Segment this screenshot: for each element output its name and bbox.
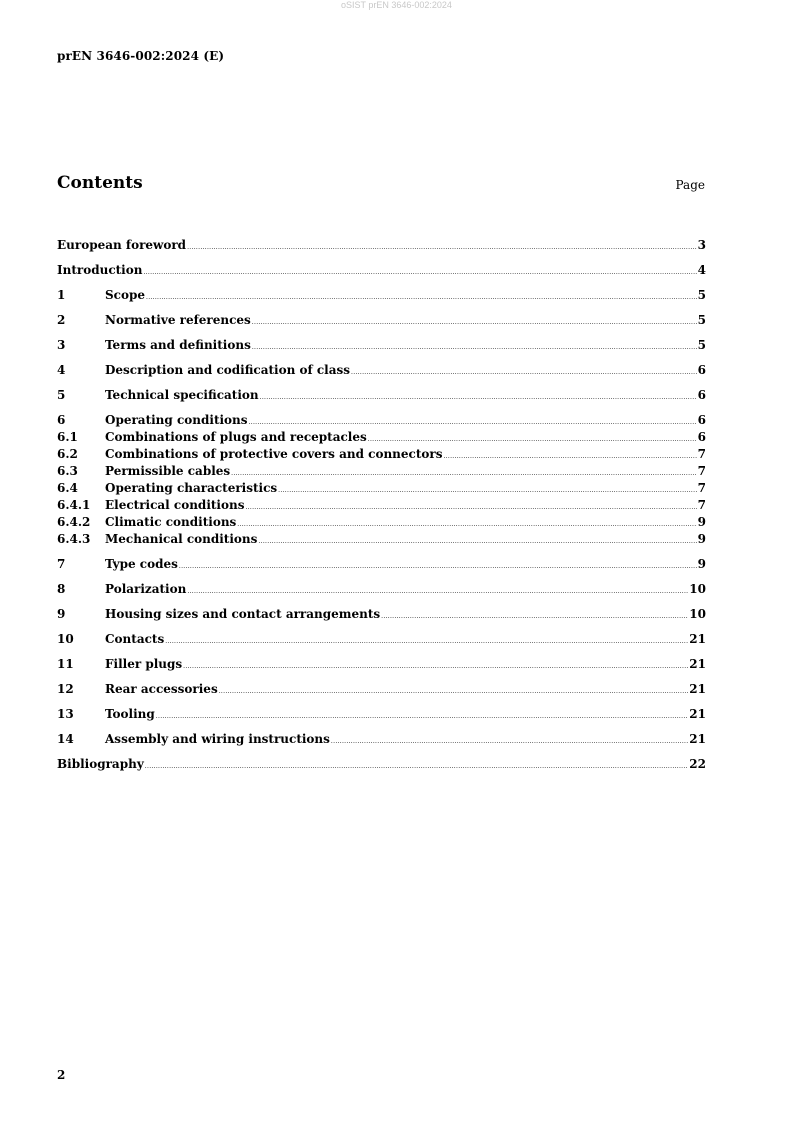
toc-leader-dots [278,482,696,499]
toc-entry-number: 8 [57,582,66,596]
toc-entry-number: 12 [57,682,74,696]
toc-entry[interactable] [57,387,706,404]
toc-entry[interactable] [57,631,706,648]
toc-entry[interactable] [57,606,706,623]
toc-leader-dots [258,533,696,550]
toc-entry[interactable] [57,514,706,531]
toc-entry-page: 5 [697,338,706,352]
toc-entry-page: 21 [689,657,706,671]
toc-entry[interactable] [57,262,706,279]
toc-entry[interactable] [57,463,706,480]
toc-entry-title: Type codes [105,557,178,571]
toc-entry-page: 21 [689,732,706,746]
toc-entry-number: 11 [57,657,74,671]
toc-leader-dots [252,314,697,331]
toc-entry-page: 9 [697,515,706,529]
toc-entry-number: 13 [57,707,74,721]
toc-entry-number: 6.3 [57,464,78,478]
toc-entry[interactable] [57,706,706,723]
toc-entry-title: Permissible cables [105,464,231,478]
table-of-contents [57,237,706,773]
toc-entry-number: 3 [57,338,66,352]
toc-entry-title: Contacts [105,632,165,646]
toc-entry-page: 7 [697,464,706,478]
toc-entry-page: 21 [689,682,706,696]
toc-entry-number: 6.4.3 [57,532,91,546]
toc-entry[interactable] [57,412,706,429]
toc-leader-dots [219,683,689,700]
toc-entry[interactable] [57,287,706,304]
toc-entry-title: Bibliography [57,757,144,771]
toc-entry-title: Terms and definitions [105,338,251,352]
toc-entry-title: Normative references [105,313,251,327]
toc-entry-title: Rear accessories [105,682,218,696]
toc-entry-number: 6.4.2 [57,515,91,529]
toc-entry-number: 6.4 [57,481,78,495]
toc-entry-title: Polarization [105,582,187,596]
toc-entry-number: 6.2 [57,447,78,461]
toc-entry[interactable] [57,480,706,497]
toc-entry-number: 9 [57,607,66,621]
toc-entry[interactable] [57,312,706,329]
toc-leader-dots [183,658,688,675]
toc-entry-title: Tooling [105,707,155,721]
toc-leader-dots [331,733,688,750]
toc-entry-page: 6 [697,363,706,377]
toc-leader-dots [146,289,697,306]
toc-entry-number: 7 [57,557,66,571]
toc-entry-page: 6 [697,388,706,402]
toc-entry-title: Operating characteristics [105,481,278,495]
toc-leader-dots [381,608,688,625]
toc-leader-dots [156,708,689,725]
toc-entry[interactable] [57,446,706,463]
toc-leader-dots [252,339,697,356]
toc-entry-title: Operating conditions [105,413,248,427]
toc-entry-page: 21 [689,707,706,721]
toc-entry-title: Introduction [57,263,143,277]
toc-leader-dots [237,516,696,533]
toc-leader-dots [260,389,697,406]
toc-entry[interactable] [57,731,706,748]
toc-entry[interactable] [57,531,706,548]
toc-entry-page: 5 [697,313,706,327]
toc-entry-page: 22 [689,757,706,771]
toc-entry-number: 1 [57,288,66,302]
contents-title: Contents [57,173,143,193]
toc-entry-page: 9 [697,557,706,571]
toc-entry[interactable] [57,337,706,354]
toc-entry-title: Combinations of plugs and receptacles [105,430,367,444]
toc-entry-title: Description and codification of class [105,363,351,377]
toc-entry-title: Filler plugs [105,657,183,671]
toc-entry[interactable] [57,556,706,573]
toc-entry-page: 5 [697,288,706,302]
toc-entry-number: 5 [57,388,66,402]
toc-entry[interactable] [57,237,706,254]
toc-entry-page: 6 [697,430,706,444]
toc-leader-dots [231,465,696,482]
toc-entry[interactable] [57,656,706,673]
toc-leader-dots [443,448,696,465]
toc-entry-page: 7 [697,498,706,512]
toc-entry-title: Climatic conditions [105,515,237,529]
toc-entry-page: 7 [697,447,706,461]
toc-leader-dots [179,558,697,575]
toc-entry[interactable] [57,362,706,379]
toc-entry-number: 6.4.1 [57,498,91,512]
toc-entry-page: 4 [697,263,706,277]
watermark: oSIST prEN 3646-002:2024 [341,0,452,10]
toc-entry-page: 21 [689,632,706,646]
toc-entry-page: 3 [697,238,706,252]
toc-entry-number: 10 [57,632,74,646]
toc-entry-title: Combinations of protective covers and connectors [105,447,443,461]
page-number: 2 [57,1068,66,1082]
toc-entry-title: Technical specification [105,388,259,402]
document-id: prEN 3646-002:2024 (E) [57,49,225,63]
page-column-label: Page [675,178,705,192]
toc-entry-title: Mechanical conditions [105,532,258,546]
toc-entry-page: 9 [697,532,706,546]
toc-entry-page: 6 [697,413,706,427]
toc-leader-dots [187,239,697,256]
toc-entry[interactable] [57,756,706,773]
toc-entry[interactable] [57,497,706,514]
toc-leader-dots [245,499,696,516]
toc-entry-number: 2 [57,313,66,327]
toc-entry-number: 6.1 [57,430,78,444]
toc-entry-title: Assembly and wiring instructions [105,732,330,746]
toc-entry-number: 4 [57,363,66,377]
toc-entry-number: 6 [57,413,66,427]
toc-entry-title: Housing sizes and contact arrangements [105,607,381,621]
toc-entry[interactable] [57,581,706,598]
toc-entry-page: 7 [697,481,706,495]
toc-entry-number: 14 [57,732,74,746]
toc-leader-dots [187,583,688,600]
toc-entry[interactable] [57,681,706,698]
toc-leader-dots [165,633,688,650]
toc-entry-title: European foreword [57,238,187,252]
toc-leader-dots [143,264,696,281]
toc-entry-title: Electrical conditions [105,498,245,512]
toc-entry-page: 10 [689,607,706,621]
toc-leader-dots [351,364,697,381]
toc-entry-page: 10 [689,582,706,596]
toc-entry[interactable] [57,429,706,446]
toc-entry-title: Scope [105,288,146,302]
toc-leader-dots [145,758,689,775]
